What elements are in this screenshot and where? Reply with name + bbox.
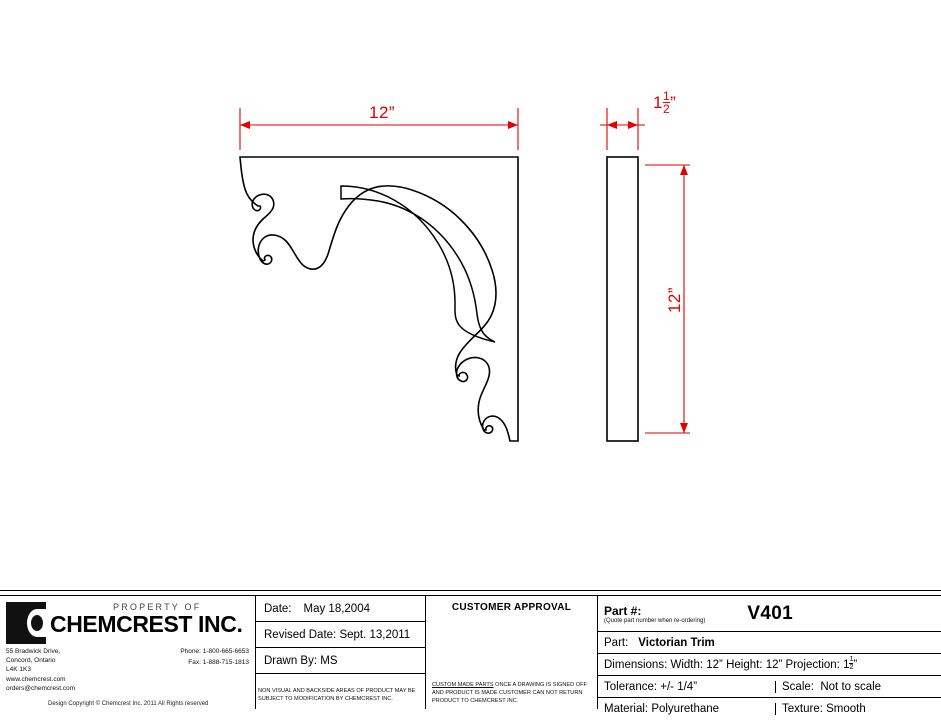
dimensions-row [598,654,941,676]
part-hash-sublabel: (Quote part number when re-ordering) [604,617,706,624]
texture-cell [776,703,941,715]
tolerance-label: Tolerance: [604,680,658,693]
dimension-side-width [653,91,676,116]
company-website[interactable]: www.chemcrest.com [6,675,66,683]
company-fax: Fax: 1-888-715-1813 [188,659,249,667]
part-number-row [598,596,941,632]
drawn-by-row [256,648,425,674]
revised-date-value: Sept. 13,2011 [339,629,411,641]
date-block-spacer [256,674,425,681]
dimensions-unit: ” [853,658,858,671]
revised-date-label: Revised Date: [264,629,337,641]
custom-note-heading: CUSTOM MADE PARTS [432,681,494,688]
company-phone: Phone: 1-800-665-6653 [180,648,249,655]
bracket-profile-front-view [240,157,518,441]
material-label: Material: [604,703,649,715]
property-of-label: PROPERTY OF [113,602,202,612]
drawn-by-value: MS [320,655,338,667]
part-details-block [598,596,941,715]
texture-label: Texture: [782,703,823,715]
company-name: CHEMCREST INC. [50,611,243,637]
tolerance-scale-row [598,676,941,698]
address-line-3: L4K 1K3 [6,666,31,674]
scale-label: Scale: [782,680,814,693]
scale-value: Not to scale [820,680,882,693]
company-contact [180,646,249,668]
dimension-side-width-fraction: $\frac{1}{2}$ [662,89,671,117]
custom-note-body: ONCE A DRAWING IS SIGNED OFF AND PRODUCT IS MADE CUSTOMER CAN NOT RETURN PRODUCT TO CHEMCREST INC. [432,681,587,704]
tolerance-value: +/- 1/4” [660,680,698,693]
tolerance-cell [598,681,776,693]
custom-made-parts-note [432,681,592,705]
part-number-value: V401 [747,602,793,624]
dimensions-value: Width: 12” Height: 12” Projection: 1 [670,658,850,671]
texture-value: Smooth [826,703,866,715]
dimensions-fraction: $\frac{1}{2}$ [849,655,854,671]
part-name-row [598,632,941,654]
material-value: Polyurethane [651,703,720,715]
part-hash-label: Part #: [604,603,642,618]
customer-approval-title: CUSTOMER APPROVAL [451,602,572,613]
dimension-side-width-whole: 1 [653,93,663,113]
part-name-value: Victorian Trim [638,636,715,649]
chemcrest-logo-icon [6,602,46,644]
address-line-2: Concord, Ontario [6,657,56,665]
dimension-side-width-unit: ” [670,93,677,113]
title-block [0,590,941,715]
scale-cell [776,681,941,693]
date-row [256,596,425,622]
material-cell [598,703,776,715]
dimension-right-height: 12” [665,286,685,314]
material-texture-row [598,698,941,720]
part-name-label: Part: [604,636,629,649]
customer-approval-block [426,596,598,709]
drawn-by-label: Drawn By: [264,655,318,667]
company-info-block [0,596,256,709]
address-line-1: 55 Bradwick Drive, [6,648,61,655]
non-visual-areas-note: NON VISUAL AND BACKSIDE AREAS OF PRODUCT MAY BE SUBJECT TO MODIFICATION BY CHEMCREST INC. [258,687,416,702]
date-value: May 18,2004 [303,603,370,615]
bracket-profile-side-view [607,157,638,441]
dimensions-label: Dimensions: [604,658,668,671]
revised-date-row [256,622,425,648]
dimension-top-width: 12” [369,103,396,122]
copyright-notice: Design Copyright © Chemcrest Inc. 2011 All Rights reserved [48,701,209,707]
company-email[interactable]: orders@chemcrest.com [6,684,76,692]
date-label: Date: [264,603,292,615]
